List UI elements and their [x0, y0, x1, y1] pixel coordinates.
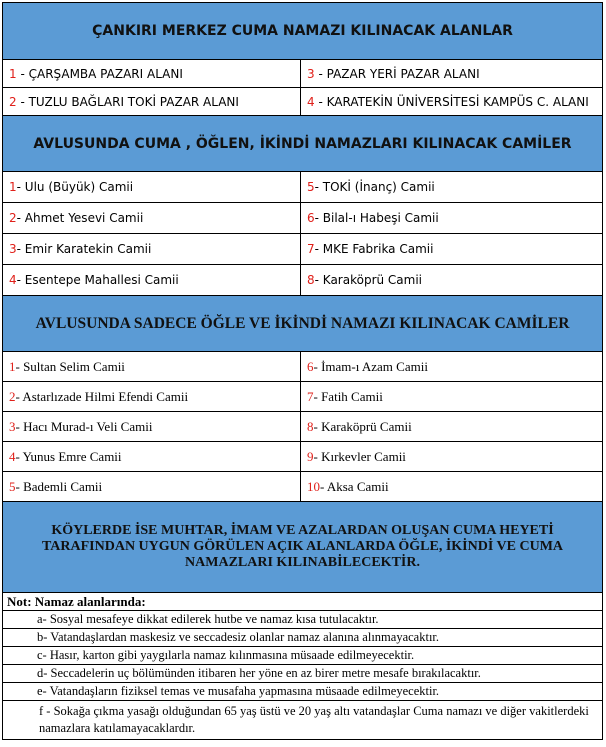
notes-title: Not: Namaz alanlarında:: [3, 593, 603, 611]
mosque-item: 5- Bademli Camii: [3, 472, 301, 502]
note-item: b- Vatandaşlardan maskesiz ve seccadesiz olanlar namaz alanına alınmayacaktır.: [3, 629, 603, 647]
section1-title: ÇANKIRI MERKEZ CUMA NAMAZI KILINACAK ALANLAR: [3, 3, 603, 60]
mosque-item: 3- Hacı Murad-ı Veli Camii: [3, 412, 301, 442]
mosque-item: 6- İmam-ı Azam Camii: [301, 352, 603, 382]
mosque-item: 3- Emir Karatekin Camii: [3, 234, 301, 265]
mosque-item: 7- Fatih Camii: [301, 382, 603, 412]
note-item: d- Seccadelerin uç bölümünden itibaren her yöne en az birer metre mesafe bırakılacaktır.: [3, 665, 603, 683]
note-item: c- Hasır, karton gibi yaygılarla namaz kılınmasına müsaade edilmeyecektir.: [3, 647, 603, 665]
area-item: 4 - KARATEKİN ÜNİVERSİTESİ KAMPÜS C. ALANI: [301, 88, 603, 116]
mosque-item: 8- Karaköprü Camii: [301, 265, 603, 296]
mosque-item: 4- Esentepe Mahallesi Camii: [3, 265, 301, 296]
mosque-item: 1- Sultan Selim Camii: [3, 352, 301, 382]
mosque-item: 10- Aksa Camii: [301, 472, 603, 502]
mosque-item: 4- Yunus Emre Camii: [3, 442, 301, 472]
note-item: e- Vatandaşların fiziksel temas ve musafaha yapmasına müsaade edilmeyecektir.: [3, 683, 603, 701]
prayer-areas-table: [2, 2, 603, 740]
mosque-item: 8- Karaköprü Camii: [301, 412, 603, 442]
area-item: 1 - ÇARŞAMBA PAZARI ALANI: [3, 60, 301, 88]
mosque-item: 9- Kırkevler Camii: [301, 442, 603, 472]
mosque-item: 2- Astarlızade Hilmi Efendi Camii: [3, 382, 301, 412]
village-note: KÖYLERDE İSE MUHTAR, İMAM VE AZALARDAN OLUŞAN CUMA HEYETİ TARAFINDAN UYGUN GÖRÜLEN AÇIK ALANLARDA ÖĞLE, İKİNDİ VE CUMA NAMAZLARI KILINABİLECEKTİR.: [3, 502, 603, 593]
section2-title: AVLUSUNDA CUMA , ÖĞLEN, İKİNDİ NAMAZLARI KILINACAK CAMİLER: [3, 116, 603, 172]
section3-title: AVLUSUNDA SADECE ÖĞLE VE İKİNDİ NAMAZI KILINACAK CAMİLER: [3, 296, 603, 352]
area-item: 3 - PAZAR YERİ PAZAR ALANI: [301, 60, 603, 88]
mosque-item: 1- Ulu (Büyük) Camii: [3, 172, 301, 203]
mosque-item: 5- TOKİ (İnanç) Camii: [301, 172, 603, 203]
note-item: a- Sosyal mesafeye dikkat edilerek hutbe ve namaz kısa tutulacaktır.: [3, 611, 603, 629]
area-item: 2 - TUZLU BAĞLARI TOKİ PAZAR ALANI: [3, 88, 301, 116]
mosque-item: 7- MKE Fabrika Camii: [301, 234, 603, 265]
mosque-item: 6- Bilal-ı Habeşi Camii: [301, 203, 603, 234]
note-item: f - Sokağa çıkma yasağı olduğundan 65 yaş üstü ve 20 yaş altı vatandaşlar Cuma namazı ve diğer vakitlerdeki namazlara katılamayacaklardır.: [3, 701, 603, 740]
mosque-item: 2- Ahmet Yesevi Camii: [3, 203, 301, 234]
